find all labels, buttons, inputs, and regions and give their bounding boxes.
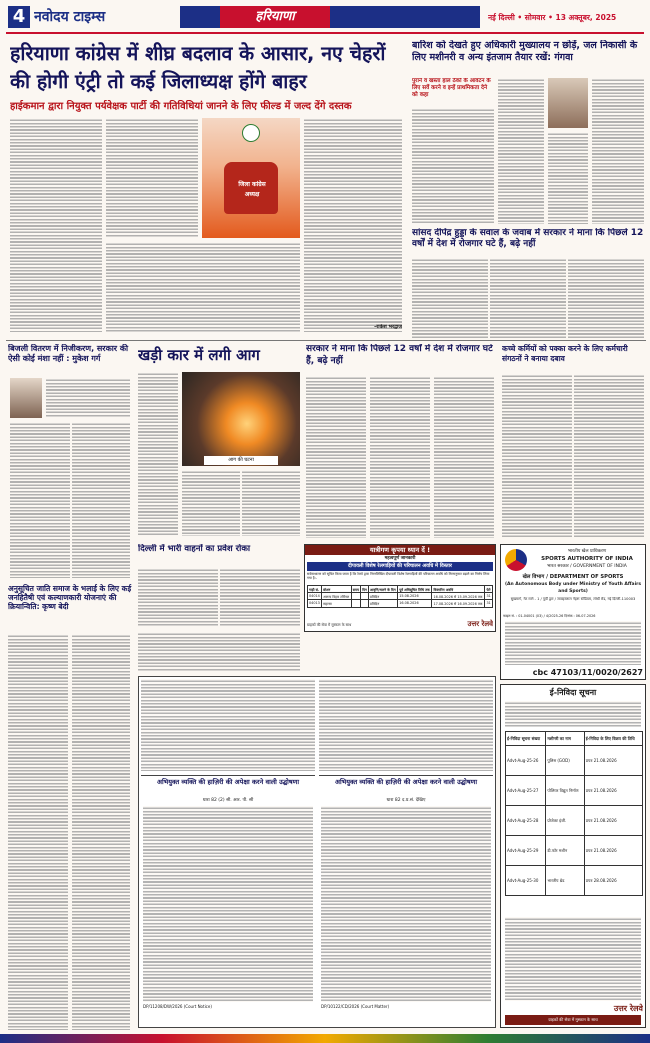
- tender-tagline: ग्राहकों की सेवा में मुस्कान के साथ: [505, 1015, 641, 1025]
- top-right-photo: [548, 78, 588, 128]
- congress-logo: [242, 124, 260, 142]
- tender-col-header: ई-निविदा सूचना संख्या: [506, 732, 546, 746]
- notice-grid: [138, 676, 496, 1028]
- top-right-story: [410, 38, 646, 226]
- sai-dept: खेल विभाग / DEPARTMENT OF SPORTS: [522, 574, 624, 580]
- railway-brand: उत्तर रेलवे: [467, 620, 493, 628]
- paper-name: नवोदय टाइम्स: [34, 9, 106, 25]
- story2-headline: सांसद दीपेंद्र हुड्डा के सवाल के जवाब में सरकार ने माना कि पिछले 12 वर्षों में देश में रोजगार घटे हैं, बढ़े नहीं: [412, 228, 644, 249]
- tender-title: ई-निविदा सूचना: [549, 688, 597, 697]
- table-cell: Advt-Aug-25-28: [506, 806, 546, 836]
- table-cell: 17.08.2026 से 16.09.2026 तक: [432, 600, 485, 607]
- story4-text-c: [242, 470, 300, 536]
- tender-col-header: ई-निविदा के लिए विक्रय की तिथि: [584, 732, 642, 746]
- mid-text-extra: [138, 632, 300, 672]
- tender-table-wrap: [505, 731, 643, 911]
- story5-headline: सरकार ने माना कि पिछले 12 वर्षों में देश में रोजगार घटे हैं, बढ़े नहीं: [306, 344, 493, 366]
- railway-header-row: [308, 586, 493, 593]
- railway-ad: [304, 544, 496, 632]
- tender-ad: [500, 684, 646, 1028]
- top-right-text-b: [498, 78, 544, 224]
- railway-col-header: दिन: [361, 586, 369, 593]
- notice-block-1: [141, 679, 315, 771]
- table-row: [308, 600, 493, 607]
- railway-table: [307, 585, 493, 608]
- railway-table-wrap: [307, 585, 493, 617]
- table-cell: प्रतिदिन: [368, 600, 397, 607]
- court2-text: [321, 806, 491, 1002]
- table-cell: [361, 593, 369, 600]
- lead-text-col3: [304, 118, 402, 332]
- table-cell: प्रपत्र 21.08.2026: [584, 746, 642, 776]
- railway-col-header: पूर्व अधिसूचित तिथि तक: [398, 586, 432, 593]
- railway-title: दीपावली विशेष रेलगाड़ियों की परिचालन अवधि में विस्तार: [307, 562, 493, 571]
- story6-headline: कच्चे कर्मियों को पक्का करने के लिए कर्मचारी संगठनों ने बनाया दबाव: [502, 344, 628, 363]
- table-cell: प्रतिदिन: [368, 593, 397, 600]
- story8-text-a: [8, 634, 68, 1030]
- court1-title: अभियुक्त व्यक्ति की हाज़िरी की अपेक्षा करने वाली उद्घोषणा: [156, 778, 299, 786]
- story8: [6, 584, 134, 1034]
- court1-text: [143, 806, 313, 1002]
- story6-text-a: [502, 374, 572, 538]
- sai-org-hi: भारतीय खेल प्राधिकरण: [567, 549, 607, 554]
- story4-photo: [182, 372, 300, 466]
- table-cell: सहरसा: [322, 600, 352, 607]
- court1-rule: धारा 82 (2) सी. आर. पी. सी: [202, 798, 254, 803]
- lead-photo: [202, 118, 300, 238]
- top-right-text-c: [592, 78, 644, 224]
- story7-text-b: [220, 568, 300, 626]
- tender-header-row: [506, 732, 643, 746]
- table-cell: प्रोजेक्ट इंजी.: [546, 806, 584, 836]
- railway-col-header: गाड़ी सं.: [308, 586, 322, 593]
- lead-story: [6, 38, 406, 338]
- court2-rule: धारा 82 द.प्र.सं. देखिए: [386, 798, 426, 803]
- table-cell: Advt-Aug-25-29: [506, 836, 546, 866]
- railway-banner: यात्रीगण कृपया ध्यान दें !: [305, 545, 495, 555]
- table-cell: 31: [486, 601, 491, 606]
- top-right-text-a: [412, 108, 494, 224]
- railway-col-header: स्टेशन: [322, 586, 352, 593]
- court2-footer: DP/10122/CD/2026 (Court Matter): [321, 1004, 390, 1009]
- story6-text-b: [574, 374, 644, 538]
- masthead: [0, 0, 650, 36]
- railway-col-header: समय: [351, 586, 360, 593]
- sai-body: (An Autonomous Body under Ministry of Youth Affairs and Sports): [504, 582, 642, 594]
- railway-subtitle: महत्वपूर्ण जानकारी: [384, 556, 416, 561]
- top-right-headline: बारिश को देखते हुए अधिकारी मुख्यालय न छोड़ें, जल निकासी के लिए मशीनरी व अन्य इंतजाम तैयार रखें: गंगवा: [412, 40, 638, 63]
- table-cell: 16.08.2026: [398, 600, 432, 607]
- table-cell: प्रपत्र 21.08.2026: [584, 806, 642, 836]
- sai-govt: भारत सरकार / GOVERNMENT OF INDIA: [547, 564, 627, 569]
- sai-ad: [500, 544, 646, 680]
- top-right-subhead: पुराने व खस्ता हाल ठेकों के आवंटन के लिए सर्वे करने व इन्हें प्राथमिकता देने को कहा: [412, 78, 491, 98]
- railway-col-header: आवृत्ति/चलने के दिन: [368, 586, 397, 593]
- masthead-rule: [6, 32, 644, 34]
- story3-text-c: [72, 422, 130, 578]
- story4: [138, 344, 300, 540]
- story3: [6, 344, 134, 580]
- sai-body-text: [505, 621, 641, 665]
- table-cell: [351, 600, 360, 607]
- table-cell: भारतीय थ्रेड: [546, 866, 584, 896]
- table-cell: Advt-Aug-25-27: [506, 776, 546, 806]
- table-cell: Advt-Aug-25-26: [506, 746, 546, 776]
- table-row: [308, 593, 493, 600]
- story5-text-b: [370, 376, 430, 538]
- table-row: [506, 746, 643, 776]
- dateline: नई दिल्ली • सोमवार • 13 अक्तूबर, 2025: [488, 13, 617, 22]
- court2-title: अभियुक्त व्यक्ति की हाज़िरी की अपेक्षा करने वाली उद्घोषणा: [334, 778, 477, 786]
- story2-text-c: [568, 258, 644, 338]
- table-cell: 04014: [309, 594, 320, 599]
- railway-intro: सर्वसाधारण को सूचित किया जाता है कि रेलवे द्वारा निम्नलिखित दीपावली विशेष रेलगाड़ियों की परिचालन अवधि को निम्नानुसार बढ़ाने का निर्णय लिया गया है:-: [307, 572, 490, 580]
- table-cell: प्रपत्र 21.08.2026: [584, 776, 642, 806]
- tender-col-header: मशीनरी का नाम: [546, 732, 584, 746]
- top-right-text-d: [548, 132, 588, 224]
- table-cell: 31: [486, 594, 491, 599]
- tender-intro: [505, 701, 641, 727]
- sai-ref: फाइल सं. : 01-04001 (03) / 4/2025-26 दिनांक : 06-07-2026: [503, 614, 596, 618]
- table-cell: पोलियर विद्युत निर्माण: [546, 776, 584, 806]
- table-row: [506, 836, 643, 866]
- story3-text-b: [10, 422, 70, 578]
- story2-text-b: [490, 258, 566, 338]
- sai-logo: [505, 549, 527, 571]
- lead-subhead: हाईकमान द्वारा नियुक्त पर्यवेक्षक पार्टी की गतिविधियां जानने के लिए फील्ड में जल्द देंगे दस्तक: [10, 101, 352, 112]
- story3-headline: बिजली वितरण में निजीकरण, सरकार की ऐसी कोई मंशा नहीं : मुकेश गर्ग: [8, 344, 129, 363]
- notice-block-2: [319, 679, 493, 771]
- lead-author: -राकेश भरद्वाज: [374, 324, 402, 330]
- sai-code: cbc 47103/11/0020/2627: [532, 668, 643, 677]
- story3-photo: [10, 378, 42, 418]
- table-cell: Advt-Aug-25-30: [506, 866, 546, 896]
- story4-photo-caption: आग की घटना: [204, 456, 278, 465]
- section-title: हरियाणा: [220, 6, 330, 28]
- bottom-color-strip: [0, 1034, 650, 1043]
- table-cell: आनन्द विहार टर्मिनल: [322, 593, 352, 600]
- story5-text-a: [306, 376, 366, 538]
- story2-text-a: [412, 258, 488, 338]
- story4-headline: खड़ी कार में लगी आग: [138, 346, 260, 364]
- table-cell: 04013: [309, 601, 320, 606]
- court1-footer: DP/11208/DW/2026 (Court Notice): [143, 1004, 212, 1009]
- sai-centre: सुखमार्ग, गेट मार्ग - 1 / पूर्वी द्वार / जवाहरलाल नेहरू स्टेडियम, लोधी रोड, नई दिल्ली-110003: [510, 597, 636, 601]
- story8-headline: अनुसूचित जाति समाज के भलाई के लिए कई जनहितैषी एवं कल्याणकारी योजनाएं की क्रियान्विति: कृष्ण बेदी: [8, 584, 132, 612]
- page-number: 4: [8, 6, 30, 28]
- lead-text-col2: [106, 118, 198, 238]
- story4-text-b: [182, 470, 240, 536]
- divider-1: [6, 340, 646, 341]
- table-cell: [351, 593, 360, 600]
- railway-tagline: ग्राहकों की सेवा में मुस्कान के साथ: [307, 623, 352, 627]
- court-notice-2: [319, 775, 493, 1015]
- sai-org-en: SPORTS AUTHORITY OF INDIA: [541, 556, 633, 562]
- table-row: [506, 866, 643, 896]
- table-cell: 15.08.2026: [398, 593, 432, 600]
- lead-text-col1: [10, 118, 102, 332]
- story4-text-a: [138, 372, 178, 536]
- section-banner: [180, 6, 480, 28]
- story5-text-c: [434, 376, 494, 538]
- table-cell: 16.08.2026 से 15.09.2026 तक: [432, 593, 485, 600]
- table-cell: [361, 600, 369, 607]
- story8-text-b: [72, 634, 130, 1030]
- tender-notes: [505, 917, 641, 1001]
- story5: [304, 344, 496, 540]
- tender-footer: उत्तर रेलवे: [613, 1004, 643, 1013]
- table-row: [506, 776, 643, 806]
- railway-col-header: विस्तारित अवधि: [432, 586, 485, 593]
- table-cell: प्रपत्र 28.08.2026: [584, 866, 642, 896]
- railway-col-header: फेरे: [485, 586, 493, 593]
- story2: [410, 228, 646, 340]
- story7: [138, 544, 300, 628]
- table-cell: प्रपत्र 21.08.2026: [584, 836, 642, 866]
- photo-caption: जिला कांग्रेस अध्यक्ष: [238, 181, 266, 198]
- lead-text-col2b: [106, 242, 300, 332]
- story6: [500, 344, 646, 540]
- lead-headline: हरियाणा कांग्रेस में शीघ्र बदलाव के आसार, नए चेहरों की होगी एंट्री तो कई जिलाध्यक्ष होंगे बाहर: [10, 42, 386, 93]
- table-cell: पुलिस (GOD): [546, 746, 584, 776]
- story3-text-a: [46, 378, 130, 418]
- court-notice-1: [141, 775, 315, 1015]
- story7-headline: दिल्ली में भारी वाहनों का प्रवेश रोका: [138, 544, 251, 554]
- tender-table: [505, 731, 643, 896]
- table-row: [506, 806, 643, 836]
- table-cell: डी.फॉर मशीन: [546, 836, 584, 866]
- story7-text-a: [138, 568, 218, 626]
